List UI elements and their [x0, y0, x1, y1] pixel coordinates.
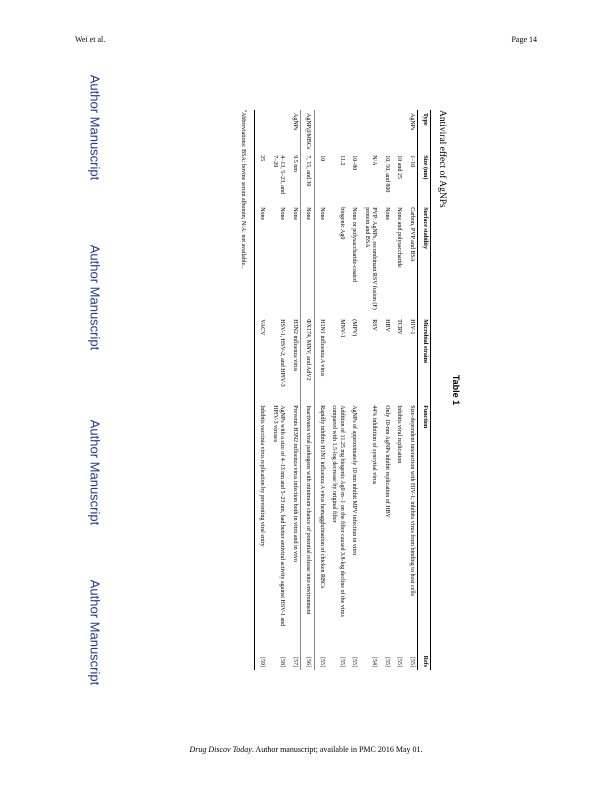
- cell-size: 1–10: [409, 155, 415, 168]
- cell-function: Size-dependent interaction with HIV-1; inhibits virus from binding to host cells: [409, 405, 415, 596]
- col-header-surface: Surface stability: [418, 204, 431, 316]
- cell-size: 10: [315, 152, 328, 204]
- cell-refs: [55]: [339, 657, 345, 667]
- cell-refs: [55]: [384, 657, 390, 667]
- cell-type: [255, 110, 268, 152]
- cell-type: AgNPs: [292, 113, 298, 131]
- cell-function: Inhibits vaccinia virus replication by preventing viral entry: [255, 402, 268, 640]
- journal-name: Drug Discov Today: [189, 745, 252, 754]
- cell-type: [380, 110, 393, 152]
- rotated-table-page: [151, 110, 461, 670]
- cell-microbial: (MPV): [351, 319, 358, 337]
- cell-size: 10 and 25: [396, 155, 403, 179]
- table-body: [255, 110, 418, 670]
- cell-refs: [58]: [279, 657, 286, 667]
- cell-microbial: TCRV: [396, 319, 403, 335]
- cell-surface: Carbon, PVP and BSA: [409, 207, 415, 262]
- cell-refs: [55]: [396, 657, 403, 667]
- cell-type: [360, 110, 380, 152]
- cell-size: 7, 15, and 30: [301, 152, 315, 204]
- cell-function: Inhibits viral replication: [396, 405, 403, 464]
- watermark-author-manuscript: Author Manuscript: [87, 74, 103, 181]
- cell-microbial: MNV-1: [339, 319, 345, 338]
- cell-refs: [57]: [292, 657, 298, 667]
- cell-surface: biogenic Ag0: [339, 207, 345, 240]
- table-caption: Antiviral effect of AgNPs: [437, 110, 447, 208]
- cell-type: [348, 110, 361, 152]
- cell-function: AgNPs with a size of 4–13 nm and 5–23 nm, had better antiviral activity against HSV-1 and HPIV-3 viruses: [272, 405, 286, 627]
- cell-microbial: H3N2 influenza virus: [292, 319, 298, 372]
- watermark-author-manuscript: Author Manuscript: [87, 244, 103, 351]
- cell-size: N/A: [371, 155, 378, 166]
- cell-surface: None or polysaccharide-coated: [351, 207, 358, 282]
- table-row: [301, 110, 315, 670]
- table-row: [315, 110, 328, 670]
- col-header-microbial: Microbial strains: [418, 316, 431, 402]
- cell-type: [393, 110, 406, 152]
- col-header-type: Type: [418, 110, 431, 152]
- cell-surface: PVP: AgNPs, recombinant RSV fusion (F) protein and BSA: [364, 207, 378, 310]
- cell-size: 10–80: [351, 155, 358, 171]
- cell-microbial: VACV: [255, 316, 268, 402]
- cell-function: Addition of 11.25 mg biogenic Ag0 m−1 on the filter caused 3.8-log decline of the virus compared with 1.5-log decrease by original filter: [331, 405, 345, 617]
- page-footer: [0, 745, 612, 754]
- table-title: Table 1: [451, 374, 461, 406]
- watermark-author-manuscript: Author Manuscript: [87, 579, 103, 686]
- cell-microbial: HIV-1: [409, 319, 415, 335]
- cell-type: AgNPs: [409, 113, 415, 131]
- cell-microbial: HSV-1, HSV-2, and HPIV-3: [279, 319, 286, 387]
- table-row: [268, 110, 288, 670]
- cell-type: [268, 110, 288, 152]
- cell-refs: [54]: [371, 657, 378, 667]
- col-header-size: Size (nm): [418, 152, 431, 204]
- cell-size: 9.5 nm: [292, 155, 298, 172]
- cell-size: 10, 50, and 800: [384, 155, 390, 193]
- cell-surface: None: [255, 204, 268, 316]
- table-row: [348, 110, 361, 670]
- footnote-text: Abbreviations: BSA: bovine serum albumin; N/A: not available..: [240, 112, 247, 269]
- cell-microbial: H1N1 influenza A virus: [315, 316, 328, 402]
- cell-surface: None: [315, 204, 328, 316]
- cell-function: AgNPs of approximately 10 nm inhibit MPV infection in vitro: [351, 405, 358, 556]
- cell-surface: None: [301, 204, 315, 316]
- cell-function: Only 10-nm AgNPs inhibit replication of HBV: [384, 405, 390, 518]
- cell-refs: [59]: [255, 640, 268, 670]
- watermark-author-manuscript: Author Manuscript: [87, 419, 103, 526]
- cell-refs: [55]: [315, 640, 328, 670]
- cell-surface: None and polysaccharide: [396, 207, 403, 268]
- table-row: [393, 110, 406, 670]
- cell-function: 44% inhibition of syncytial virus: [371, 405, 378, 485]
- cell-microbial: RSV: [371, 319, 378, 331]
- cell-refs: [55]: [351, 657, 358, 667]
- table-row: [255, 110, 268, 670]
- table-row: [380, 110, 393, 670]
- page-number: Page 14: [511, 35, 537, 44]
- cell-size: 25: [255, 152, 268, 204]
- cell-function: Inactivates viral pathogens with minimum chance of potential release into environment: [301, 402, 315, 640]
- table-row: [288, 110, 301, 670]
- cell-surface: None: [384, 207, 390, 221]
- cell-microbial: HBV: [384, 319, 390, 332]
- col-header-function: Function: [418, 402, 431, 640]
- cell-type: AgNP@MBCs: [301, 110, 315, 152]
- cell-size: 11.2: [339, 155, 345, 166]
- cell-refs: [56]: [301, 640, 315, 670]
- cell-function: Rapidly inhibits H1N1 influenza A virus hemagglutination of chicken RBCs: [315, 402, 328, 640]
- table-row: [360, 110, 380, 670]
- cell-refs: [55]: [409, 657, 415, 667]
- cell-microbial: ΦX174, MNV, and AdV2: [301, 316, 315, 402]
- antiviral-table: [255, 110, 432, 670]
- col-header-refs: Refs: [418, 640, 431, 670]
- cell-surface: None: [279, 207, 286, 221]
- cell-size: 4–13, 5–23, and 7–20: [272, 155, 286, 194]
- cell-surface: None: [292, 207, 298, 221]
- cell-type: [315, 110, 328, 152]
- table-row: [328, 110, 348, 670]
- table-header-row: [418, 110, 431, 670]
- cell-function: Prevents H3N2 influenza virus infection both in vitro and in vivo: [292, 405, 298, 562]
- cell-type: [328, 110, 348, 152]
- running-header-authors: Wei et al.: [75, 35, 106, 44]
- footer-text: . Author manuscript; available in PMC 2016 May 01.: [251, 745, 423, 754]
- table-row: [405, 110, 418, 670]
- table-footnote: $^a$Abbreviations: BSA: bovine serum albumin; N/A: not available..: [240, 110, 250, 269]
